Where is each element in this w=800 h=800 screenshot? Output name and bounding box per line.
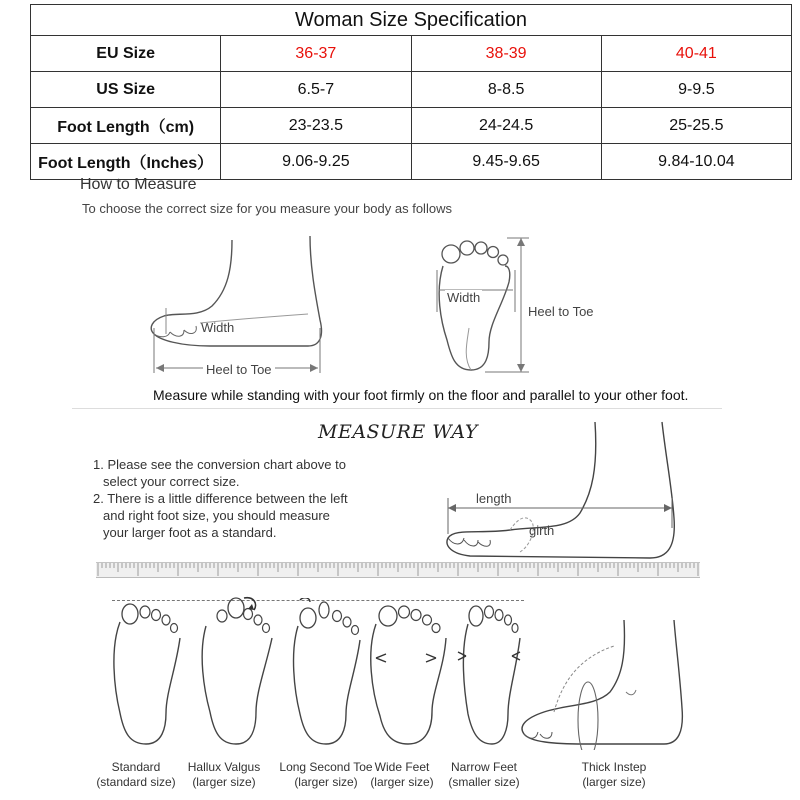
side-heel-to-toe-label: Heel to Toe — [203, 362, 275, 377]
eu-size-label: EU Size — [31, 36, 221, 72]
girth-label: girth — [529, 523, 555, 538]
foot-length-cm-cell: 24-24.5 — [411, 108, 601, 144]
side-width-label: Width — [201, 320, 235, 335]
top-width-label: Width — [447, 290, 481, 305]
foot-type-name: Narrow Feet — [450, 760, 518, 774]
thick-instep-foot-icon — [514, 616, 694, 750]
foot-type-name: Hallux Valgus — [187, 760, 261, 774]
step-line: select your correct size. — [103, 474, 240, 489]
eu-size-cell: 36-37 — [221, 36, 411, 72]
us-size-cell: 9-9.5 — [601, 72, 791, 108]
foot-type-name: Thick Instep — [581, 760, 647, 774]
us-size-label: US Size — [31, 72, 221, 108]
foot-length-inches-cell: 9.84-10.04 — [601, 144, 791, 180]
top-heel-to-toe-label: Heel to Toe — [528, 304, 594, 319]
measure-instruction: Measure while standing with your foot firmly on the floor and parallel to your other foot. — [153, 387, 689, 403]
foot-type-size: (larger size) — [192, 775, 256, 789]
foot-length-cm-label: Foot Length（cm) — [31, 108, 221, 144]
foot-type-narrow-feet — [438, 760, 530, 790]
table-row — [31, 36, 792, 72]
foot-type-name: Long Second Toe — [279, 760, 373, 774]
us-size-cell: 8-8.5 — [411, 72, 601, 108]
foot-type-size: (larger size) — [370, 775, 434, 789]
step-line: 2. There is a little difference between the left — [93, 491, 348, 506]
side-foot-icon — [140, 228, 350, 383]
foot-type-thick-instep — [568, 760, 660, 790]
foot-type-name: Wide Feet — [374, 760, 430, 774]
long-second-toe-foot-icon — [282, 598, 372, 748]
section-divider — [72, 408, 722, 409]
measure-way-title: MEASURE WAY — [318, 421, 478, 443]
foot-length-inches-cell: 9.45-9.65 — [411, 144, 601, 180]
foot-type-standard — [90, 760, 182, 790]
ruler-icon — [96, 562, 700, 578]
step-line: 1. Please see the conversion chart above to — [93, 457, 346, 472]
wide-feet-foot-icon — [364, 598, 454, 748]
foot-type-size: (standard size) — [96, 775, 176, 789]
foot-type-name: Standard — [111, 760, 161, 774]
foot-type-wide-feet — [356, 760, 448, 790]
foot-length-cm-cell: 23-23.5 — [221, 108, 411, 144]
measure-steps — [93, 456, 393, 541]
length-label: length — [476, 491, 512, 506]
foot-length-inches-cell: 9.06-9.25 — [221, 144, 411, 180]
table-title: Woman Size Specification — [31, 5, 792, 36]
step-line: and right foot size, you should measure — [103, 508, 330, 523]
table-row — [31, 144, 792, 180]
hallux-valgus-foot-icon — [192, 594, 282, 748]
foot-type-hallux-valgus — [178, 760, 270, 790]
how-to-measure-title: How to Measure — [80, 176, 197, 193]
table-row — [31, 72, 792, 108]
us-size-cell: 6.5-7 — [221, 72, 411, 108]
step-line: your larger foot as a standard. — [103, 525, 277, 540]
foot-length-inches-label: Foot Length（Inches） — [31, 144, 221, 180]
eu-size-cell: 40-41 — [601, 36, 791, 72]
table-row — [31, 108, 792, 144]
foot-type-size: (larger size) — [294, 775, 358, 789]
foot-length-cm-cell: 25-25.5 — [601, 108, 791, 144]
standard-foot-icon — [100, 598, 190, 748]
foot-type-size: (smaller size) — [448, 775, 520, 789]
foot-type-size: (larger size) — [582, 775, 646, 789]
eu-size-cell: 38-39 — [411, 36, 601, 72]
size-table — [30, 4, 792, 180]
how-to-measure-subtitle: To choose the correct size for you measure your body as follows — [82, 201, 452, 216]
